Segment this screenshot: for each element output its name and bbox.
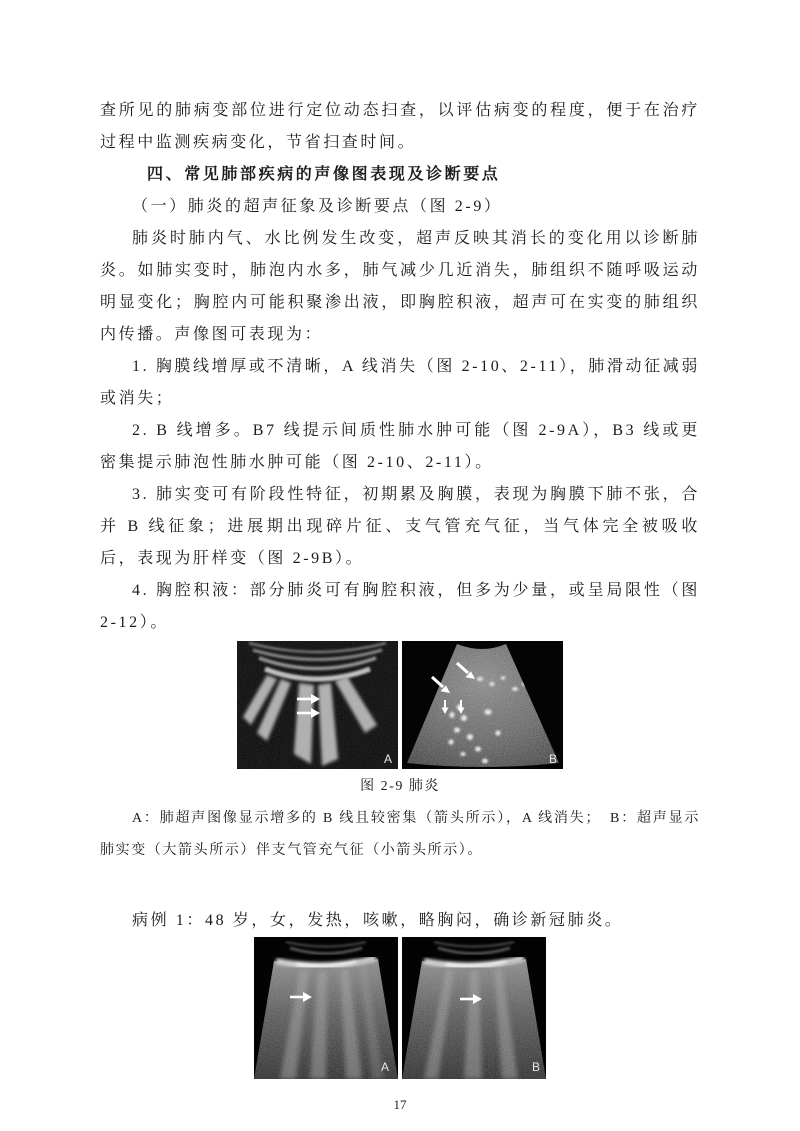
ultrasound-image-case-a <box>254 937 398 1079</box>
list-item-1: 1. 胸膜线增厚或不清晰，A 线消失（图 2-10、2-11），肺滑动征减弱或消失； <box>100 358 700 407</box>
figure-2-9 <box>237 641 563 769</box>
page-number: 17 <box>393 1097 407 1112</box>
panel-label: B <box>532 1060 541 1074</box>
case1-figure <box>254 937 546 1079</box>
ultrasound-image-consolidation <box>402 641 563 769</box>
section-heading: 四、常见肺部疾病的声像图表现及诊断要点 <box>147 166 501 183</box>
ultrasound-image-case-b <box>402 937 546 1079</box>
list-item-3: 3. 肺实变可有阶段性特征，初期累及胸膜，表现为胸膜下肺不张，合并 B 线征象；进展期出现碎片征、支气管充气征，当气体完全被吸收后，表现为肝样变（图 2-9B）。 <box>100 486 700 567</box>
panel-label: A <box>384 752 393 766</box>
list-item-4: 4. 胸腔积液：部分肺炎可有胸腔积液，但多为少量，或呈局限性（图 2-12）。 <box>100 582 700 631</box>
panel-label: B <box>549 752 558 766</box>
panel-label: A <box>381 1060 390 1074</box>
figure-description: A：肺超声图像显示增多的 B 线且较密集（箭头所示），A 线消失； B：超声显示肺实变（大箭头所示）伴支气管充气征（小箭头所示）。 <box>100 811 700 858</box>
intro-paragraph: 查所见的肺病变部位进行定位动态扫查，以评估病变的程度，便于在治疗过程中监测疾病变化，节省扫查时间。 <box>100 102 700 151</box>
pneumonia-paragraph: 肺炎时肺内气、水比例发生改变，超声反映其消长的变化用以诊断肺炎。如肺实变时，肺泡内水多，肺气减少几近消失，肺组织不随呼吸运动明显变化；胸腔内可能积聚渗出液，即胸腔积液，超声可在实变的肺组织内传播。声像图可表现为： <box>100 230 700 343</box>
list-item-2: 2. B 线增多。B7 线提示间质性肺水肿可能（图 2-9A），B3 线或更密集提示肺泡性肺水肿可能（图 2-10、2-11）。 <box>100 422 700 471</box>
subsection-heading: （一）肺炎的超声征象及诊断要点（图 2-9） <box>132 198 503 215</box>
figure-caption: 图 2-9 肺炎 <box>360 779 440 794</box>
case-line: 病例 1：48 岁，女，发热，咳嗽，略胸闷，确诊新冠肺炎。 <box>132 912 624 929</box>
ultrasound-image-b-lines <box>237 641 398 769</box>
